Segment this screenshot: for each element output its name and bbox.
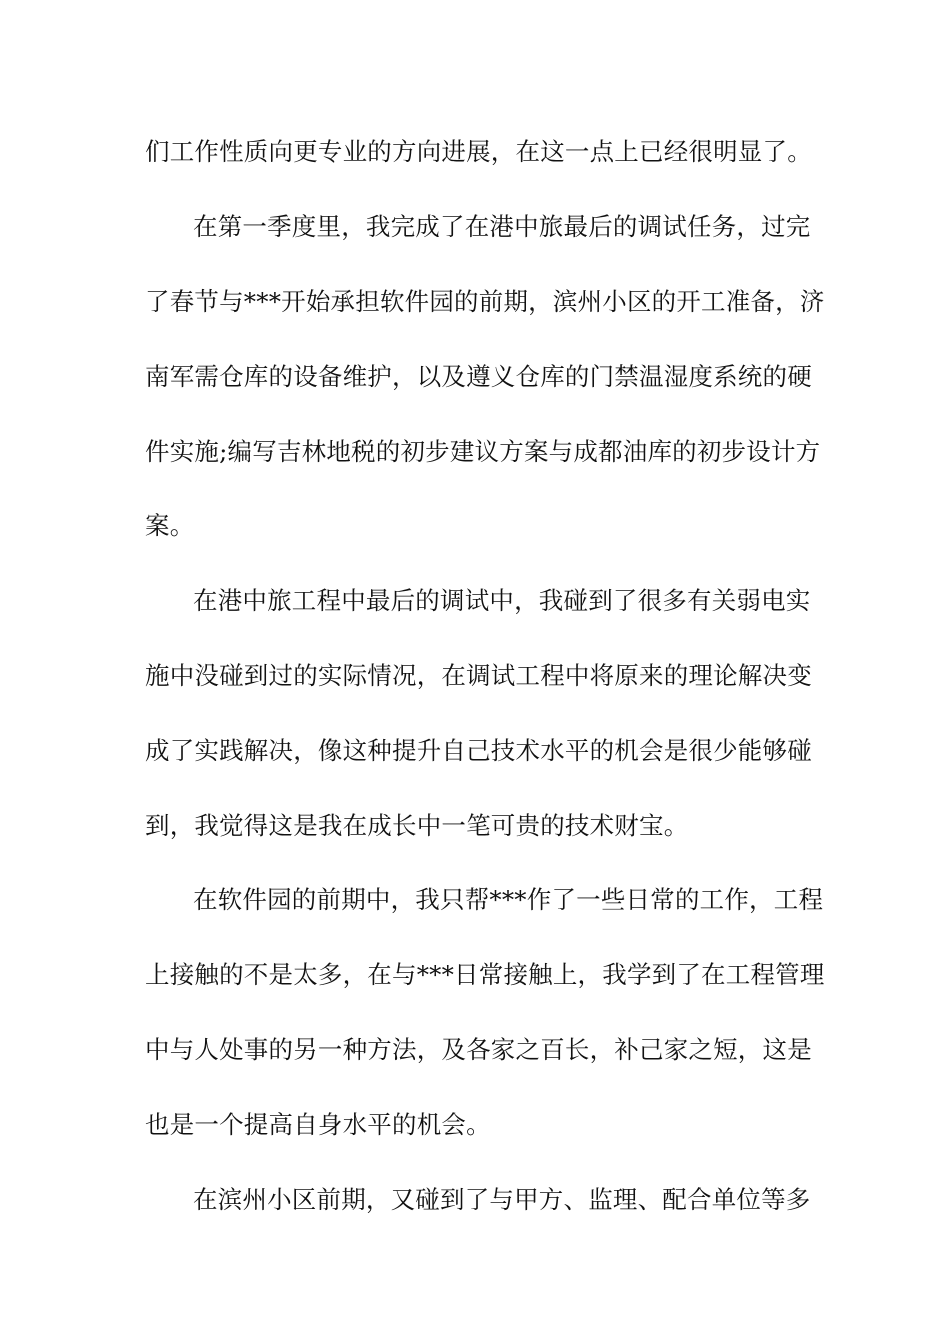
paragraph-start: 在第一季度里，我完成了在港中旅最后的调试任务，过完: [193, 212, 811, 241]
text-line: 案。: [145, 511, 195, 540]
text-line: 了春节与***开始承担软件园的前期，滨州小区的开工准备，济: [145, 287, 825, 316]
text-line: 南军需仓库的设备维护，以及遵义仓库的门禁温湿度系统的硬: [145, 362, 812, 391]
paragraph-start: 在港中旅工程中最后的调试中，我碰到了很多有关弱电实: [193, 586, 811, 615]
text-line: 中与人处事的另一种方法，及各家之百长，补己家之短，这是: [145, 1035, 812, 1064]
paragraph-start: 在滨州小区前期，又碰到了与甲方、监理、配合单位等多: [193, 1185, 811, 1214]
paragraph-start: 在软件园的前期中，我只帮***作了一些日常的工作，工程: [193, 885, 824, 914]
text-line: 件实施;编写吉林地税的初步建议方案与成都油库的初步设计方: [145, 437, 821, 466]
text-line: 到，我觉得这是我在成长中一笔可贵的技术财宝。: [145, 811, 689, 840]
text-line: 们工作性质向更专业的方向进展，在这一点上已经很明显了。: [145, 137, 812, 166]
text-line: 上接触的不是太多，在与***日常接触上，我学到了在工程管理: [145, 960, 825, 989]
text-line: 成了实践解决，像这种提升自己技术水平的机会是很少能够碰: [145, 736, 812, 765]
text-line: 施中没碰到过的实际情况，在调试工程中将原来的理论解决变: [145, 661, 812, 690]
text-line: 也是一个提高自身水平的机会。: [145, 1110, 491, 1139]
